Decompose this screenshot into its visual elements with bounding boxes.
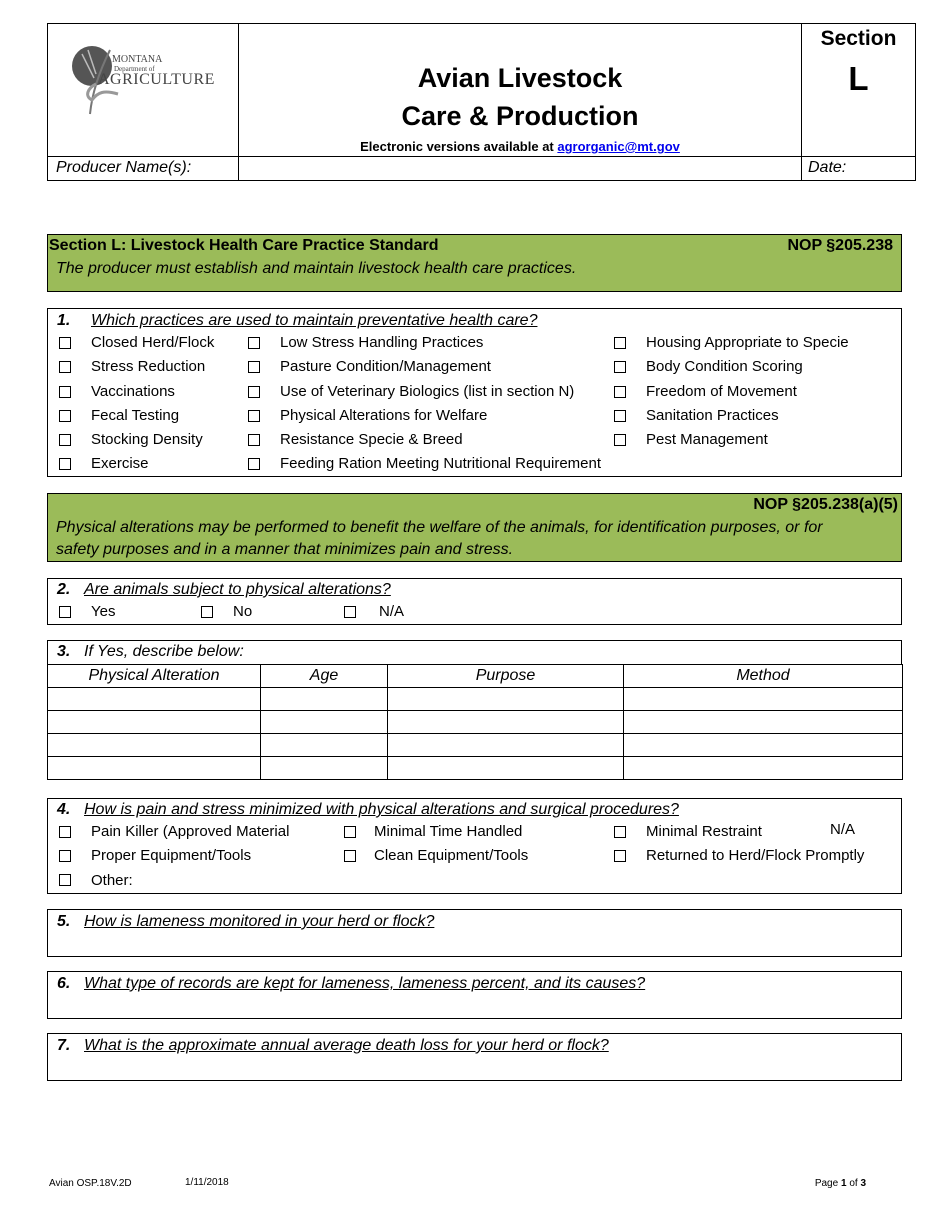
footer-form-id: Avian OSP.18V.2D <box>49 1178 132 1189</box>
q7-number: 7. <box>57 1037 71 1054</box>
q7-question <box>57 1037 609 1055</box>
no-checkbox[interactable] <box>201 606 213 618</box>
page-of: of <box>849 1178 858 1189</box>
option-label: Low Stress Handling Practices <box>280 334 484 351</box>
date-label: Date: <box>808 159 847 176</box>
table-cell[interactable] <box>48 734 261 757</box>
q1-question <box>57 312 537 330</box>
q4-text: How is pain and stress minimized with physical alterations and surgical procedures? <box>84 801 679 818</box>
agriculture-logo <box>68 44 218 116</box>
checkbox[interactable] <box>248 361 260 373</box>
q6-question <box>57 975 645 993</box>
electronic-versions-note <box>239 139 801 154</box>
table-row <box>48 734 903 757</box>
q6-text: What type of records are kept for lameness, lameness percent, and its causes? <box>84 975 646 992</box>
option-label: Minimal Time Handled <box>374 823 523 840</box>
logo-line3: AGRICULTURE <box>98 71 215 88</box>
table-row <box>48 711 903 734</box>
option-label: Pain Killer (Approved Material <box>91 823 290 840</box>
q1-text: Which practices are used to maintain preventative health care? <box>91 312 538 329</box>
column-header-alteration: Physical Alteration <box>48 665 261 688</box>
q4-number: 4. <box>57 801 71 818</box>
table-cell[interactable] <box>624 757 903 780</box>
checkbox[interactable] <box>248 386 260 398</box>
producer-name-field[interactable] <box>240 157 800 180</box>
q4-na-label: N/A <box>830 821 856 838</box>
page-total: 3 <box>860 1178 866 1189</box>
table-cell[interactable] <box>624 734 903 757</box>
option-label: Returned to Herd/Flock Promptly <box>646 847 865 864</box>
checkbox[interactable] <box>344 826 356 838</box>
option-label: Exercise <box>91 455 149 472</box>
table-cell[interactable] <box>624 711 903 734</box>
option-label: Feeding Ration Meeting Nutritional Requirement <box>280 455 602 472</box>
standard-nop: NOP §205.238 <box>787 237 893 254</box>
q3-question <box>57 643 244 661</box>
option-label: Vaccinations <box>91 383 175 400</box>
section-label: Section <box>820 27 897 50</box>
table-header-row <box>48 665 903 688</box>
q6-number: 6. <box>57 975 71 992</box>
checkbox[interactable] <box>59 386 71 398</box>
checkbox[interactable] <box>59 434 71 446</box>
option-label: Use of Veterinary Biologics (list in section N) <box>280 383 575 400</box>
q5-text: How is lameness monitored in your herd or flock? <box>84 913 435 930</box>
other-label: Other: <box>91 872 133 889</box>
table-cell[interactable] <box>261 757 388 780</box>
checkbox[interactable] <box>248 434 260 446</box>
form-title-line2: Care & Production <box>401 101 639 131</box>
na-checkbox[interactable] <box>344 606 356 618</box>
option-label: Fecal Testing <box>91 407 180 424</box>
option-label: Closed Herd/Flock <box>91 334 215 351</box>
checkbox[interactable] <box>344 850 356 862</box>
table-row <box>48 757 903 780</box>
other-checkbox[interactable] <box>59 874 71 886</box>
footer-date: 1/11/2018 <box>185 1177 229 1188</box>
option-label: Clean Equipment/Tools <box>374 847 529 864</box>
table-cell[interactable] <box>48 711 261 734</box>
column-header-age: Age <box>261 665 388 688</box>
page-num: 1 <box>840 1178 847 1189</box>
q5-number: 5. <box>57 913 71 930</box>
table-cell[interactable] <box>388 757 624 780</box>
checkbox[interactable] <box>59 826 71 838</box>
date-field[interactable] <box>855 157 915 180</box>
option-label: Proper Equipment/Tools <box>91 847 252 864</box>
electronic-prefix: Electronic versions available at <box>360 139 554 154</box>
option-label: Pest Management <box>646 431 768 448</box>
q4-question <box>57 801 679 819</box>
checkbox[interactable] <box>248 410 260 422</box>
alterations-nop: NOP §205.238(a)(5) <box>753 496 898 513</box>
column-header-purpose: Purpose <box>388 665 624 688</box>
checkbox[interactable] <box>59 458 71 470</box>
option-label: Freedom of Movement <box>646 383 797 400</box>
option-label: Body Condition Scoring <box>646 358 803 375</box>
option-label: Housing Appropriate to Specie <box>646 334 849 351</box>
option-label: Stocking Density <box>91 431 203 448</box>
checkbox[interactable] <box>614 850 626 862</box>
q1-number: 1. <box>57 312 71 329</box>
table-cell[interactable] <box>261 688 388 711</box>
table-cell[interactable] <box>388 711 624 734</box>
table-cell[interactable] <box>388 734 624 757</box>
checkbox[interactable] <box>59 361 71 373</box>
no-label: No <box>233 603 253 620</box>
alterations-text-line1: Physical alterations may be performed to benefit the welfare of the animals, for identification purposes, or for <box>56 519 823 536</box>
checkbox[interactable] <box>59 850 71 862</box>
physical-alteration-table <box>47 664 903 780</box>
q2-question <box>57 581 391 599</box>
checkbox[interactable] <box>614 410 626 422</box>
table-cell[interactable] <box>48 688 261 711</box>
q2-text: Are animals subject to physical alterations? <box>84 581 391 598</box>
form-title-line1: Avian Livestock <box>417 63 623 93</box>
checkbox[interactable] <box>248 337 260 349</box>
logo-line1: MONTANA <box>112 54 163 65</box>
q7-text: What is the approximate annual average death loss for your herd or flock? <box>84 1037 609 1054</box>
table-cell[interactable] <box>624 688 903 711</box>
section-letter: L <box>848 60 869 97</box>
checkbox[interactable] <box>59 410 71 422</box>
producer-name-label: Producer Name(s): <box>56 159 192 176</box>
table-cell[interactable] <box>48 757 261 780</box>
table-row <box>48 688 903 711</box>
table-cell[interactable] <box>261 711 388 734</box>
checkbox[interactable] <box>614 361 626 373</box>
email-link[interactable]: agrorganic@mt.gov <box>557 139 680 154</box>
logo-line2: Department of <box>114 65 155 73</box>
checkbox[interactable] <box>248 458 260 470</box>
footer-page-number <box>790 1178 866 1189</box>
option-label: Stress Reduction <box>91 358 206 375</box>
checkbox[interactable] <box>614 434 626 446</box>
na-label: N/A <box>379 603 405 620</box>
option-label: Pasture Condition/Management <box>280 358 491 375</box>
yes-checkbox[interactable] <box>59 606 71 618</box>
option-label: Physical Alterations for Welfare <box>280 407 488 424</box>
standard-description: The producer must establish and maintain livestock health care practices. <box>56 260 577 277</box>
q5-question <box>57 913 434 931</box>
checkbox[interactable] <box>614 386 626 398</box>
yes-label: Yes <box>91 603 116 620</box>
alterations-text-line2: safety purposes and in a manner that minimizes pain and stress. <box>56 541 514 558</box>
page-prefix: Page <box>814 1178 839 1189</box>
option-label: Resistance Specie & Breed <box>280 431 463 448</box>
option-label: Minimal Restraint <box>646 823 762 840</box>
q3-text: If Yes, describe below: <box>84 643 244 660</box>
option-label: Sanitation Practices <box>646 407 779 424</box>
table-cell[interactable] <box>388 688 624 711</box>
q2-number: 2. <box>57 581 71 598</box>
checkbox[interactable] <box>614 337 626 349</box>
checkbox[interactable] <box>59 337 71 349</box>
column-header-method: Method <box>624 665 903 688</box>
checkbox[interactable] <box>614 826 626 838</box>
table-cell[interactable] <box>261 734 388 757</box>
q3-number: 3. <box>57 643 71 660</box>
standard-title: Section L: Livestock Health Care Practice Standard <box>49 237 439 254</box>
